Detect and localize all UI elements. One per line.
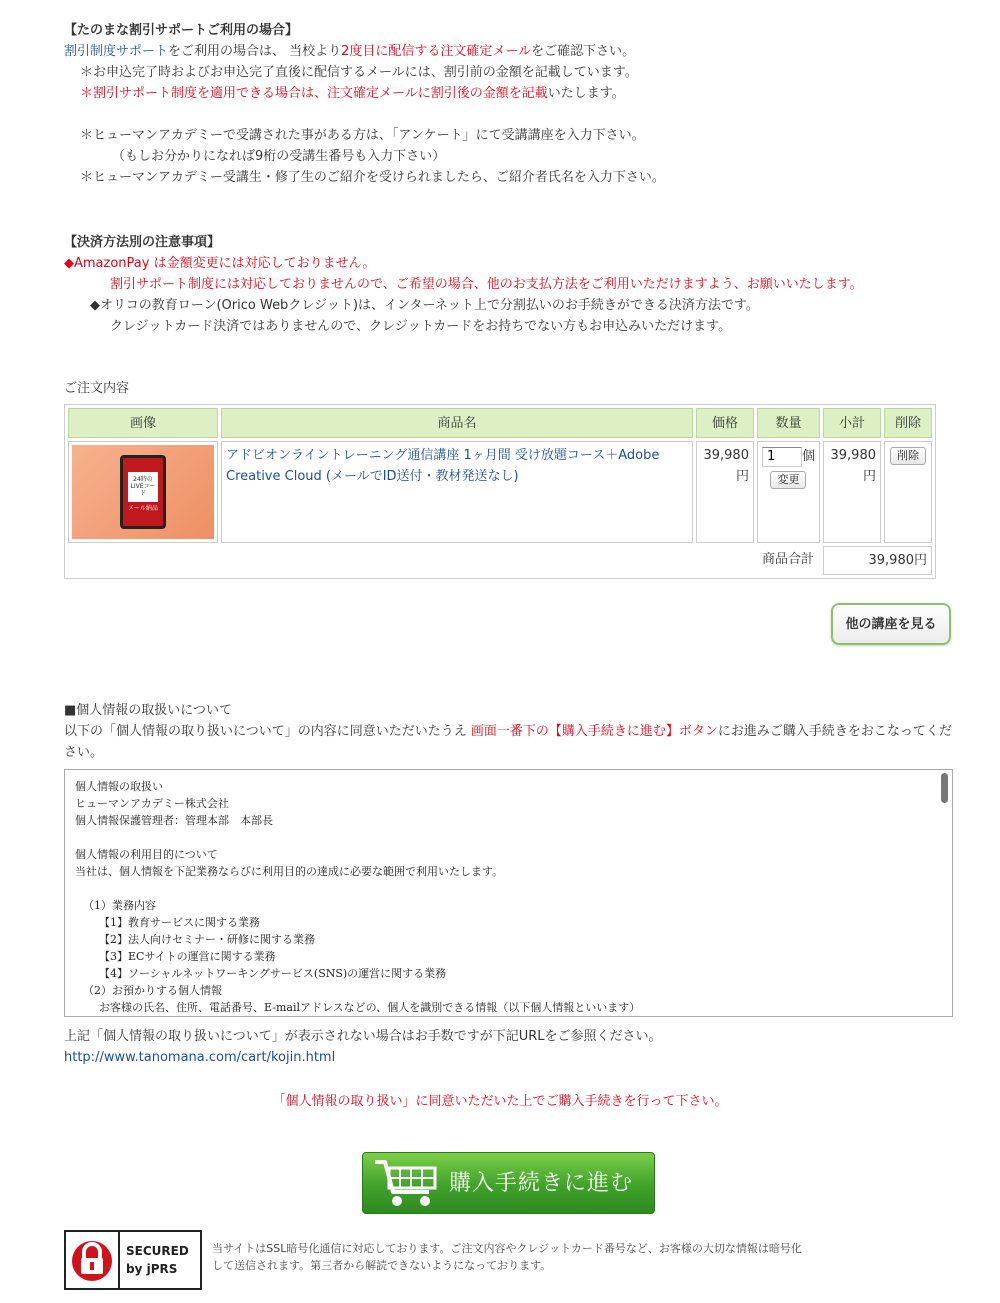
cart-table <box>64 404 936 579</box>
ssl-note: 当サイトはSSL暗号化通信に対応しております。ご注文内容やクレジットカード番号など、お客様の大切な情報は暗号化して送信されます。第三者から解読できないようになっております。 <box>212 1242 802 1272</box>
discount-support-section <box>64 20 964 188</box>
col-price: 価格 <box>696 408 754 438</box>
proceed-to-purchase-label: 購入手続きに進む <box>449 1170 634 1196</box>
amazonpay-note: ◆AmazonPay は金額変更には対応しておりません。 <box>64 256 376 271</box>
total-value: 39,980円 <box>823 546 932 575</box>
cart-total-row <box>68 546 932 575</box>
payment-notes-section <box>64 232 964 337</box>
scrollbar-thumb[interactable] <box>941 773 948 803</box>
cart-header-row <box>68 408 932 438</box>
view-other-courses-button[interactable]: 他の講座を見る <box>831 603 951 645</box>
discount-support-line3: ＊割引サポート制度を適用できる場合は、注文確定メールに割引後の金額を記載いたします。 <box>80 86 625 101</box>
col-quantity: 数量 <box>757 408 820 438</box>
discount-support-line5: （もしお分かりになれば9桁の受講生番号も入力下さい） <box>112 149 446 164</box>
quantity-input[interactable] <box>762 447 802 467</box>
shopping-cart-icon <box>371 1156 441 1210</box>
privacy-heading: ■個人情報の取扱いについて <box>64 703 233 718</box>
col-image: 画像 <box>68 408 218 438</box>
order-title: ご注文内容 <box>64 381 130 396</box>
discount-support-line2: ＊お申込完了時およびお申込完了直後に配信するメールには、割引前の金額を記載しています。 <box>80 65 638 80</box>
phone-icon: 24時の LIVEコード メール納品 <box>120 455 166 529</box>
privacy-policy-textbox[interactable]: 個人情報の取扱い ヒューマンアカデミー株式会社 個人情報保護管理者：管理本部 本部長 個人情報の利用目的について 当社は、個人情報を下記業務ならびに利用目的の達成に必要な範囲で利用いたします。 （1）業務内容 【1】教育サービスに関する業務 【2】法人向けセミナー・研修に関する業務 【3】ECサイトの運営に関する業務 【4】ソーシャルネットワーキングサービス(SNS)の運営に関する業務 （2）お預かりする個人情報 お客様の氏名、住所、電話番号、E-mailアドレスなどの、個人を識別できる情報（以下個人情報といいます） <box>64 769 953 1017</box>
amazonpay-detail: 割引サポート制度には対応しておりませんので、ご希望の場合、他のお支払方法をご利用いただけますよう、お願いいたします。 <box>110 277 863 292</box>
proceed-to-purchase-button[interactable] <box>362 1152 655 1214</box>
cart-item-row <box>68 441 932 543</box>
change-quantity-button[interactable]: 変更 <box>770 471 806 489</box>
privacy-fallback <box>64 1026 964 1068</box>
item-subtotal: 39,980円 <box>823 441 881 543</box>
delete-item-button[interactable]: 削除 <box>890 447 926 465</box>
quantity-unit: 個 <box>801 449 815 464</box>
orico-detail: クレジットカード決済ではありませんので、クレジットカードをお持ちでない方もお申込みいただけます。 <box>110 319 732 334</box>
orico-note: ◆オリコの教育ローン(Orico Webクレジット)は、インターネット上で分割払いのお手続きができる決済方法です。 <box>90 298 759 313</box>
payment-notes-heading: 【決済方法別の注意事項】 <box>64 235 221 250</box>
col-delete: 削除 <box>884 408 932 438</box>
privacy-fallback-text: 上記「個人情報の取り扱いについて」が表示されない場合はお手数ですが下記URLをご参照ください。 <box>64 1029 662 1044</box>
col-subtotal: 小計 <box>823 408 881 438</box>
discount-support-line6: ＊ヒューマンアカデミー受講生・修了生のご紹介を受けられましたら、ご紹介者氏名を入力下さい。 <box>80 170 665 185</box>
quantity-cell <box>757 441 820 543</box>
lock-icon <box>70 1237 114 1283</box>
consent-notice: 「個人情報の取り扱い」に同意いただいた上でご購入手続きを行って下さい。 <box>272 1094 728 1109</box>
item-price: 39,980円 <box>696 441 754 543</box>
discount-support-heading: 【たのまな割引サポートご利用の場合】 <box>64 23 299 38</box>
discount-support-line4: ＊ヒューマンアカデミーで受講された事がある方は、「アンケート」にて受講講座を入力下さい。 <box>80 128 645 143</box>
ssl-secured-badge: SECURED by jPRS <box>64 1230 202 1290</box>
privacy-intro: 以下の「個人情報の取り扱いについて」の内容に同意いただいたうえ 画面一番下の【購入手続きに進む】ボタンにお進みご購入手続きをおこなってください。 <box>64 724 952 760</box>
discount-support-line1: 割引制度サポートをご利用の場合は、 当校より2度目に配信する注文確定メールをご確認下さい。 <box>64 44 636 59</box>
product-name-link[interactable]: アドビオンライントレーニング通信講座 1ヶ月間 受け放題コース＋Adobe Creative Cloud (メールでID送付・教材発送なし) <box>221 441 693 543</box>
col-product-name: 商品名 <box>221 408 693 438</box>
privacy-section-header <box>64 700 964 763</box>
privacy-url-link[interactable]: http://www.tanomana.com/cart/kojin.html <box>64 1050 336 1065</box>
product-thumbnail[interactable] <box>72 445 214 539</box>
total-label: 商品合計 <box>761 552 814 567</box>
